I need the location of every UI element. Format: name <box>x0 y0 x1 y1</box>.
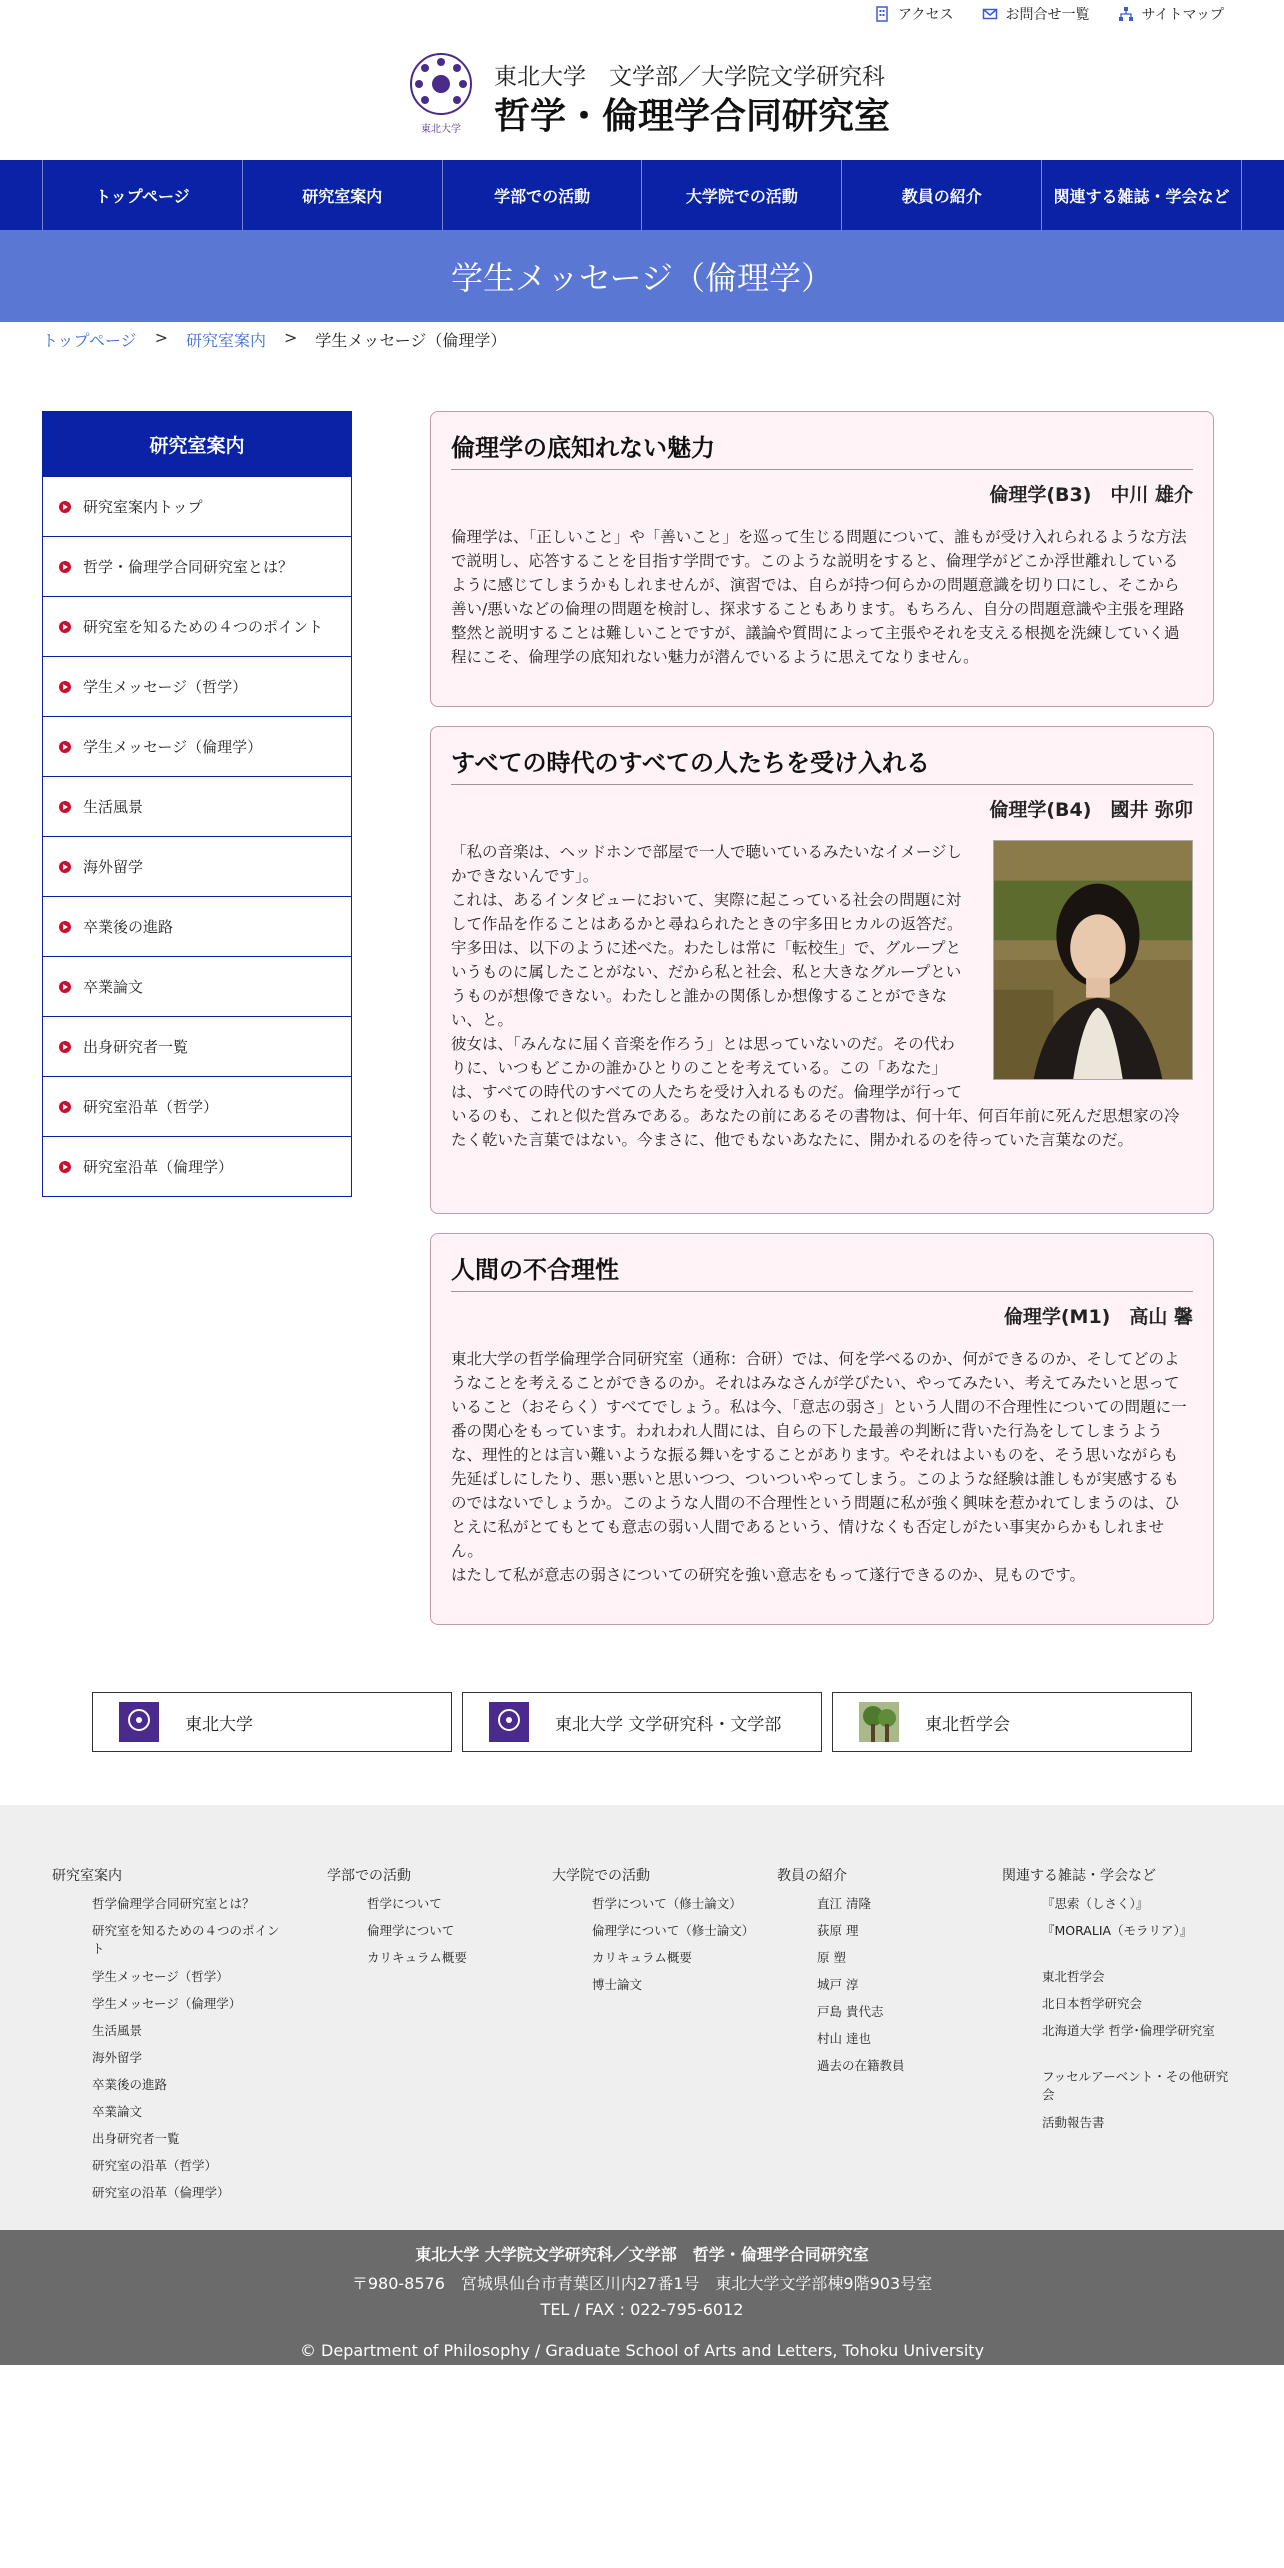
footer-link[interactable]: カリキュラム概要 <box>367 1950 467 1965</box>
footer-link[interactable]: カリキュラム概要 <box>592 1950 692 1965</box>
message-body <box>451 1347 1193 1587</box>
sitemap-label: サイトマップ <box>1141 7 1224 23</box>
page-title: 学生メッセージ（倫理学） <box>450 259 834 297</box>
related-link-tohoku-university[interactable] <box>92 1692 452 1752</box>
site-subtitle: 東北大学 文学部／大学院文学研究科 <box>494 64 885 90</box>
sidebar-item[interactable] <box>43 1076 351 1136</box>
access-link[interactable] <box>874 4 954 24</box>
sidebar-item[interactable] <box>43 1136 351 1196</box>
footer-link[interactable]: 研究室の沿革（哲学） <box>92 2158 218 2173</box>
sidebar-item-label: 哲学・倫理学合同研究室とは？ <box>83 558 294 576</box>
sidebar-item-label: 研究室を知るための４つのポイント <box>83 618 324 636</box>
footer-link[interactable]: 哲学について <box>367 1896 442 1911</box>
university-logo[interactable] <box>405 52 477 136</box>
breadcrumb-home[interactable]: トップページ <box>42 331 137 350</box>
red-circle-arrow-icon <box>59 921 71 933</box>
footer-link[interactable]: 過去の在籍教員 <box>817 2058 905 2073</box>
sidebar-item-label: 海外留学 <box>83 858 144 876</box>
footer-link[interactable]: 学生メッセージ（哲学） <box>92 1969 229 1984</box>
footer-org-name: 東北大学 大学院文学研究科／文学部 哲学・倫理学合同研究室 <box>415 2245 869 2264</box>
footer-info <box>0 2230 1284 2365</box>
university-logo-icon <box>119 1702 159 1742</box>
message-paragraph: 彼女は、「みんなに届く音楽を作ろう」とは思っていないのだ。その代わりに、いつもどこかの誰かひとりのことを考えている。この「あなた」は、すべての時代のすべての人たちを受け入れるものだ。倫理学が行っているのも、これと似た営みである。あなたの前にあるその書物は、何十年、何百年前に死んだ思想家の冷たく乾いた言葉ではない。今まさに、他でもないあなたに、開かれるのを待っていた言葉なのだ。 <box>451 1035 1180 1149</box>
red-circle-arrow-icon <box>59 981 71 993</box>
sidebar-item-label: 卒業後の進路 <box>83 918 174 936</box>
message-card <box>430 726 1214 1214</box>
breadcrumb <box>42 328 506 351</box>
sidebar-item-label: 学生メッセージ（哲学） <box>83 678 248 696</box>
red-circle-arrow-icon <box>59 801 71 813</box>
global-nav <box>0 160 1284 230</box>
breadcrumb-section[interactable]: 研究室案内 <box>185 331 266 350</box>
message-paragraph: 倫理学は、「正しいこと」や「善いこと」を巡って生じる問題について、誰もが受け入れられるような方法で説明し、応答することを目指す学問です。このような説明をすると、倫理学がどこか浮世離れしているように感じてしまうかもしれませんが、演習では、自らが持つ何らかの問題意識を切り口にし、そこから善い/悪いなどの倫理の問題を検討し、探求することもあります。もちろん、自分の問題意識や主張を理路整然と説明することは難しいことですが、議論や質問によって主張やそれを支える根拠を洗練していく過程にこそ、倫理学の底知れない魅力が潜んでいるように思えてなりません。 <box>451 528 1187 666</box>
sidebar-item-label: 生活風景 <box>83 798 144 816</box>
footer-link[interactable]: 出身研究者一覧 <box>92 2131 180 2146</box>
sidebar-item-label: 研究室案内トップ <box>83 498 203 516</box>
message-title: 人間の不合理性 <box>451 1250 1193 1292</box>
footer-column <box>552 1865 754 2003</box>
nav-undergraduate[interactable]: 学部での活動 <box>442 160 642 230</box>
nav-graduate[interactable]: 大学院での活動 <box>641 160 841 230</box>
breadcrumb-separator: > <box>154 328 168 347</box>
sidebar-item[interactable] <box>43 476 351 536</box>
inquiry-link[interactable] <box>982 4 1090 24</box>
red-circle-arrow-icon <box>59 861 71 873</box>
related-link-philosophy-society[interactable] <box>832 1692 1192 1752</box>
footer-link[interactable]: 研究室の沿革（倫理学） <box>92 2185 230 2200</box>
inquiry-label: お問合せ一覧 <box>1005 7 1090 23</box>
building-icon <box>874 6 890 22</box>
nav-related[interactable]: 関連する雑誌・学会など <box>1041 160 1242 230</box>
sidebar-item[interactable] <box>43 776 351 836</box>
footer-link[interactable]: 原 塑 <box>817 1950 846 1965</box>
red-circle-arrow-icon <box>59 1041 71 1053</box>
message-paragraph: これは、あるインタビューにおいて、実際に起こっている社会の問題に対して作品を作ることはあるかと尋ねられたときの宇多田ヒカルの返答だ。宇多田は、以下のように述べた。わたしは常に「転校生」で、グループというものに属したことがない、だから私と社会、私と大きなグループというものが想像できない。わたしと誰かの関係しか想像することができない、と。 <box>451 891 963 1029</box>
footer-link[interactable]: 倫理学について（修士論文） <box>592 1923 755 1938</box>
footer-column-heading[interactable]: 学部での活動 <box>327 1868 411 1884</box>
footer-link[interactable]: 海外留学 <box>92 2050 143 2065</box>
red-circle-arrow-icon <box>59 561 71 573</box>
footer-column <box>327 1865 467 1976</box>
footer-copyright: © Department of Philosophy / Graduate School of Arts and Letters, Tohoku University <box>299 2341 985 2360</box>
breadcrumb-current: 学生メッセージ（倫理学） <box>315 331 507 350</box>
footer-link[interactable]: 生活風景 <box>92 2023 143 2038</box>
footer-column <box>777 1865 905 2084</box>
sidebar-item-label: 卒業論文 <box>83 978 144 996</box>
footer-tel: TEL / FAX : 022-795-6012 <box>540 2300 744 2319</box>
message-title: 倫理学の底知れない魅力 <box>451 428 1193 470</box>
footer-link[interactable]: フッセルアーベント・その他研究会 <box>1042 2069 1229 2102</box>
footer-link[interactable]: 『MORALIA（モラリア）』 <box>1042 1923 1193 1938</box>
red-circle-arrow-icon <box>59 681 71 693</box>
related-link-label: 東北哲学会 <box>925 1714 1010 1735</box>
message-author: 倫理学(B4) 國井 弥卯 <box>989 799 1193 821</box>
footer-link[interactable]: 戸島 貴代志 <box>817 2004 884 2019</box>
sidebar-item[interactable] <box>43 656 351 716</box>
sidebar-item-label: 研究室沿革（哲学） <box>83 1098 219 1116</box>
sidebar-item[interactable] <box>43 596 351 656</box>
footer-link[interactable]: 『思索（しさく）』 <box>1042 1896 1149 1911</box>
footer-column-heading[interactable]: 教員の紹介 <box>777 1868 847 1884</box>
message-author: 倫理学(B3) 中川 雄介 <box>989 484 1193 506</box>
sidebar-title: 研究室案内 <box>43 412 351 476</box>
message-paragraph: 東北大学の哲学倫理学合同研究室（通称：合研）では、何を学べるのか、何ができるのか、そしてどのようなことを考えることができるのか。それはみなさんが学びたい、やってみたい、考えてみたいと思っていること（おそらく）すべてでしょう。私は今、「意志の弱さ」という人間の不合理性についての問題に一番の関心をもっています。われわれ人間には、自らの下した最善の判断に背いた行為をしてしまうような、理性的とは言い難いような振る舞いをすることがあります。やそれはよいものを、そう思いながらも先延ばしにしたり、悪い悪いと思いつつ、ついついやってしまう。このような経験は誰しもが実感するものではないでしょうか。このような人間の不合理性という問題に私が強く興味を惹かれてしまうのは、ひとえに私がとてもとても意志の弱い人間であるという、情けなくも否定しがたい事実からかもしれません。 <box>451 1350 1187 1560</box>
sitemap-link[interactable] <box>1118 4 1224 24</box>
sidebar-item[interactable] <box>43 956 351 1016</box>
message-title: すべての時代のすべての人たちを受け入れる <box>451 743 1193 785</box>
red-circle-arrow-icon <box>59 501 71 513</box>
footer-column <box>52 1865 282 2211</box>
footer-link[interactable]: 博士論文 <box>592 1977 643 1992</box>
red-circle-arrow-icon <box>59 621 71 633</box>
sidebar-item[interactable] <box>43 716 351 776</box>
mail-icon <box>982 6 998 22</box>
message-card <box>430 1233 1214 1625</box>
footer-link[interactable]: 哲学について（修士論文） <box>592 1896 742 1911</box>
footer-link[interactable]: 北海道大学 哲学･倫理学研究室 <box>1042 2023 1215 2038</box>
footer-link[interactable]: 城戸 淳 <box>817 1977 859 1992</box>
page-banner <box>0 230 1284 322</box>
red-circle-arrow-icon <box>59 1101 71 1113</box>
message-author: 倫理学(M1) 高山 馨 <box>1003 1306 1193 1328</box>
site-title[interactable]: 哲学・倫理学合同研究室 <box>494 96 891 137</box>
footer-column-heading[interactable]: 関連する雑誌・学会など <box>1002 1868 1156 1884</box>
footer-link[interactable]: 研究室を知るための４つのポイント <box>92 1923 280 1956</box>
related-link-label: 東北大学 文学研究科・文学部 <box>555 1714 782 1735</box>
footer-column-heading[interactable]: 研究室案内 <box>52 1868 122 1884</box>
utility-links <box>874 4 1224 24</box>
nav-faculty[interactable]: 教員の紹介 <box>841 160 1041 230</box>
footer-link[interactable]: 北日本哲学研究会 <box>1042 1996 1143 2011</box>
nav-top[interactable]: トップページ <box>42 160 242 230</box>
student-photo <box>993 840 1193 1080</box>
message-body <box>451 525 1193 669</box>
message-paragraph: 「私の音楽は、ヘッドホンで部屋で一人で聴いているみたいなイメージしかできないんです」。 <box>451 843 963 885</box>
svg-text:東北大学: 東北大学 <box>421 124 461 135</box>
sidebar-item[interactable] <box>43 1016 351 1076</box>
message-card <box>430 411 1214 707</box>
access-label: アクセス <box>897 7 954 23</box>
message-body <box>451 840 1193 1152</box>
footer-link[interactable]: 倫理学について <box>367 1923 455 1938</box>
footer-link[interactable]: 東北哲学会 <box>1042 1969 1105 1984</box>
breadcrumb-separator: > <box>283 328 298 347</box>
tree-photo-icon <box>859 1702 899 1742</box>
footer-column <box>1002 1865 1232 2141</box>
related-link-graduate-school[interactable] <box>462 1692 822 1752</box>
footer-link[interactable]: 荻原 理 <box>817 1923 859 1938</box>
footer-link[interactable]: 卒業論文 <box>92 2104 143 2119</box>
footer-link[interactable]: 村山 達也 <box>817 2031 871 2046</box>
sidebar-item[interactable] <box>43 896 351 956</box>
sidebar-item-label: 学生メッセージ（倫理学） <box>83 738 263 756</box>
sidebar-item-label: 出身研究者一覧 <box>83 1038 189 1056</box>
footer-sitemap <box>0 1805 1284 2230</box>
related-link-label: 東北大学 <box>185 1714 253 1735</box>
sidebar <box>42 411 352 1197</box>
footer-address: 〒980-8576 宮城県仙台市青葉区川内27番1号 東北大学文学部棟9階903号室 <box>351 2274 933 2293</box>
site-header <box>0 52 1284 142</box>
footer-link[interactable]: 学生メッセージ（倫理学） <box>92 1996 242 2011</box>
footer-column-heading[interactable]: 大学院での活動 <box>552 1868 650 1884</box>
footer-link[interactable]: 活動報告書 <box>1042 2115 1105 2130</box>
red-circle-arrow-icon <box>59 741 71 753</box>
footer-link[interactable]: 哲学倫理学合同研究室とは？ <box>92 1896 255 1911</box>
university-logo-icon <box>489 1702 529 1742</box>
footer-link[interactable]: 卒業後の進路 <box>92 2077 168 2092</box>
sidebar-item[interactable] <box>43 836 351 896</box>
sidebar-item-label: 研究室沿革（倫理学） <box>83 1158 234 1176</box>
sitemap-icon <box>1118 6 1134 22</box>
footer-link[interactable]: 直江 清隆 <box>817 1896 871 1911</box>
nav-lab-guide[interactable]: 研究室案内 <box>242 160 442 230</box>
message-paragraph: はたして私が意志の弱さについての研究を強い意志をもって遂行できるのか、見ものです。 <box>451 1566 1085 1584</box>
sidebar-item[interactable] <box>43 536 351 596</box>
red-circle-arrow-icon <box>59 1161 71 1173</box>
